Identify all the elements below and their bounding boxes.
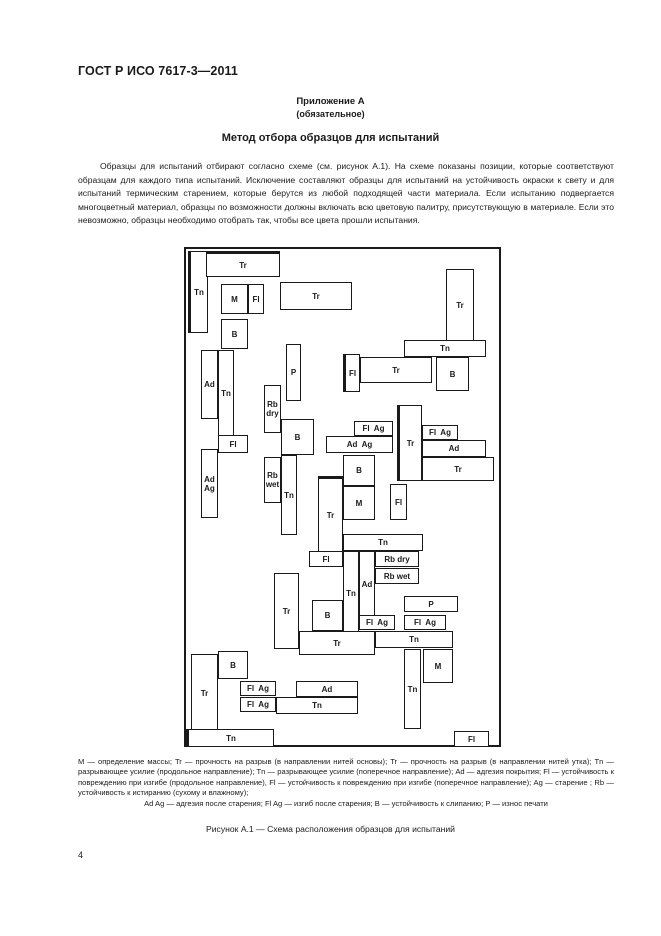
sample-label: M: [355, 498, 363, 508]
sample-tr: [274, 573, 299, 649]
figure-legend: [78, 757, 614, 809]
sample-ad: [296, 681, 358, 697]
sample-label: Fl Ag: [247, 684, 269, 693]
sample-label: Tr: [333, 638, 341, 648]
sample-label: Tr: [456, 300, 464, 310]
sample-label: Tr: [454, 464, 462, 474]
sample-tr: [318, 476, 343, 552]
sample-tn: [404, 340, 486, 357]
sample-label: Ad Ag: [204, 474, 215, 493]
sample-tn: [343, 551, 359, 635]
sample-fl-ag: [240, 681, 276, 696]
sample-tn: [343, 534, 423, 551]
sample-label: Fl: [394, 497, 403, 507]
sample-label: Fl Ag: [366, 618, 388, 627]
sample-label: Rb wet: [383, 571, 411, 581]
sample-fl-ag: [240, 697, 276, 712]
sample-rb-wet: [264, 457, 281, 503]
sample-label: Ad: [321, 684, 333, 694]
sample-label: B: [230, 660, 236, 670]
sample-b: [221, 319, 248, 349]
sample-label: M: [231, 294, 238, 304]
sample-b: [312, 600, 343, 631]
sample-label: Tn: [440, 344, 450, 353]
sample-label: M: [434, 661, 442, 671]
sample-label: Tr: [326, 510, 335, 520]
sample-label: Ad: [361, 579, 373, 589]
sample-label: Fl: [467, 734, 476, 744]
sample-fl: [248, 284, 264, 314]
sample-b: [281, 419, 314, 455]
sample-b: [343, 455, 375, 486]
sample-label: P: [428, 599, 434, 609]
sample-label: B: [324, 611, 331, 620]
sample-b: [436, 357, 469, 391]
sample-m: [221, 284, 248, 314]
sample-label: Tn: [407, 684, 418, 694]
sample-label: Tn: [194, 287, 204, 297]
sample-tn: [186, 729, 274, 747]
sample-label: B: [294, 432, 301, 442]
sample-label: Tn: [346, 588, 356, 598]
sample-tr: [206, 251, 280, 277]
sample-label: Tn: [284, 490, 294, 500]
sample-rb-dry: [264, 385, 281, 433]
sample-label: Tn: [226, 733, 236, 743]
sample-label: B: [449, 369, 456, 379]
sample-ad: [359, 551, 375, 617]
sample-tr: [299, 631, 375, 655]
sample-label: Rb wet: [265, 471, 280, 489]
section-title: Метод отбора образцов для испытаний: [221, 132, 440, 144]
sample-tn: [281, 455, 297, 535]
sample-label: Ad: [204, 380, 215, 389]
sample-fl: [454, 731, 489, 747]
sample-ad-ag: [201, 449, 218, 518]
sample-m: [343, 486, 375, 520]
sample-tn: [375, 631, 453, 648]
sample-p: [286, 344, 301, 401]
body-paragraph: Образцы для испытаний отбирают согласно схеме (см. рисунок А.1). На схеме показаны позиции, которые соответствуют образцам для каждого типа испытаний. Исключение составляют образцы для испытаний на устойчивость окраски к свету и для испытаний термическим старением, которые берутся из любой подходящей части материала. Если испытанию подвергается многоцветный материал, образцы по возможности должны включать всю цветовую палитру, присутствующую в материале. Если это невозможно, образцы необходимо отобрать так, чтобы все цвета прошли испытания.: [78, 161, 614, 226]
sample-fl: [390, 484, 407, 520]
sample-label: B: [356, 466, 362, 475]
sample-fl: [309, 551, 343, 567]
sample-label: Fl Ag: [247, 700, 269, 709]
sample-tn: [404, 649, 421, 729]
sample-label: Fl: [252, 294, 260, 304]
sample-fl: [218, 435, 248, 453]
sample-label: Tn: [409, 635, 419, 644]
sample-p: [404, 596, 458, 612]
sample-tr: [360, 357, 432, 383]
sample-ad: [201, 350, 218, 419]
sample-tn: [218, 350, 234, 437]
legend-text: M — определение массы; Tr — прочность на разрыв (в направлении нитей основы); Tr — прочность на разрыв (в направлении нитей утка); Tn — разрывающее усилие (продольное направление); Tn — разрывающее усилие (поперечное направление); Ad — адгезия покрытия; Fl — устойчивость к повреждению при изгибе (продольное направление), Fl — устойчивость к повреждению при изгибе (поперечное направление); Ag — старение ; Rb — устойчивость к истиранию (сухому и влажному);: [78, 757, 614, 798]
sample-label: Ad Ag: [346, 440, 373, 449]
sample-tn: [276, 697, 358, 714]
sample-label: Fl Ag: [429, 428, 451, 437]
sample-fl-ag: [359, 615, 395, 630]
sample-rb-wet: [375, 568, 419, 584]
sample-tn: [188, 251, 208, 333]
sample-label: Tn: [312, 701, 322, 710]
sample-label: P: [290, 368, 297, 377]
sample-label: Tr: [200, 688, 209, 698]
sample-fl-ag: [354, 421, 393, 436]
annex-subtitle: (обязательное): [296, 109, 365, 119]
sample-ad-ag: [326, 436, 393, 453]
annex-title: Приложение А: [296, 96, 365, 107]
sample-label: Rb dry: [384, 554, 410, 564]
sample-label: Tn: [221, 389, 231, 398]
sample-label: Tn: [378, 538, 388, 547]
sample-ad: [422, 440, 486, 457]
sample-rb-dry: [375, 551, 419, 567]
sample-label: B: [231, 329, 238, 339]
sample-tr: [446, 269, 474, 341]
sample-fl-ag: [422, 425, 458, 440]
document-header: ГОСТ Р ИСО 7617-3—2011: [78, 64, 238, 78]
sample-label: Fl Ag: [414, 618, 436, 627]
sample-label: Tr: [392, 365, 400, 375]
sample-tr: [280, 282, 352, 310]
sample-layout-diagram: [184, 247, 501, 747]
sample-label: Fl: [322, 554, 330, 564]
sample-fl-ag: [404, 615, 446, 630]
sample-m: [423, 649, 453, 683]
sample-tr: [191, 654, 218, 732]
sample-fl: [343, 354, 360, 392]
sample-label: Tr: [406, 438, 415, 448]
sample-label: Fl Ag: [362, 424, 385, 433]
figure-caption: Рисунок А.1 — Схема расположения образцов для испытаний: [206, 824, 455, 834]
sample-b: [218, 651, 248, 679]
sample-tr: [397, 405, 422, 481]
sample-tr: [422, 457, 494, 481]
sample-label: Ad: [448, 444, 460, 453]
sample-label: Fl: [348, 368, 357, 378]
sample-label: Tr: [282, 606, 291, 616]
sample-label: Rb dry: [266, 400, 279, 418]
page-number: 4: [78, 850, 84, 860]
sample-label: Tr: [239, 260, 247, 270]
sample-label: Tr: [312, 291, 320, 301]
sample-label: Fl: [229, 439, 237, 449]
legend-last-line: Ad Ag — адгезия после старения; Fl Ag — изгиб после старения; B — устойчивость к слипанию; P — износ печати: [144, 798, 548, 808]
